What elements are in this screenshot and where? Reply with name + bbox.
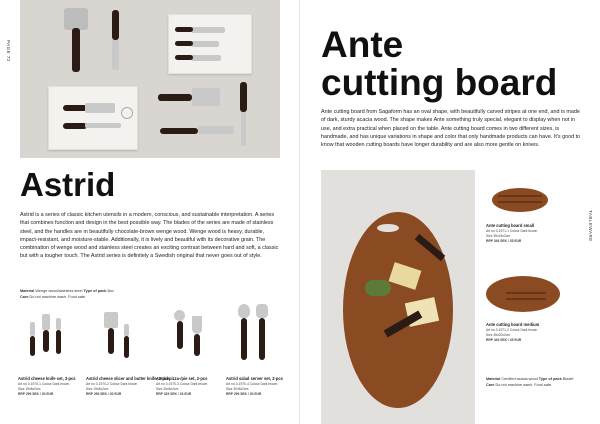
product-title: Ante cutting board small	[486, 223, 534, 228]
knife-handle	[160, 128, 198, 134]
product-title: Astrid pizza-/pie set, 2-pcs	[156, 376, 208, 381]
astrid-description: Astrid is a series of classic kitchen utensils in a modern, conscious, and sustainable interpretation. A series that combines function and design in the best possible way. The blades of the series are made of stainless steel, and the handles are in beautifully chocolate-brown wenge wood. Wenge wood is heavy, durable, impact-resistant, and moisture-stable. Additionally, it is lively and beautiful with its decorative grain. The combination of wenge wood and stainless steel creates an exciting contrast between hard and soft, a classic but with a tougher touch. The Astrid series is definitely a Swedish original that never goes out of style.	[20, 212, 279, 260]
product-detail: Art no 0-1970-3 Colour Dark brown	[156, 382, 208, 386]
page-side-label: TABLEWARE	[588, 210, 593, 242]
product-detail: Size 19x8x2cm	[18, 387, 41, 391]
astrid-product-photo	[20, 0, 280, 158]
ante-title-line1: Ante	[321, 24, 404, 65]
product-price: RRP 299 SEK / 30 EUR	[226, 392, 262, 396]
astrid-material-care: Material Wenge wood/stainless steel Type of pack Box Care Do not machine wash. Food safe.	[20, 289, 115, 299]
ante-title-line2: cutting board	[321, 62, 558, 103]
product-image	[486, 180, 552, 220]
knife-handle	[112, 10, 119, 40]
product-image	[18, 300, 82, 370]
product-image	[86, 300, 150, 370]
product-detail: Size 30x8x2cm	[226, 387, 249, 391]
board-hole	[377, 224, 399, 232]
server-blade	[192, 88, 220, 106]
product-title: Astrid cheese knife set, 3-pcs	[18, 376, 76, 381]
page-side-label: PAGE 72	[6, 40, 11, 62]
product-detail: Size 19x8x2cm	[86, 387, 109, 391]
product-image	[486, 270, 562, 318]
knife-handle	[240, 82, 247, 112]
ante-board-photo	[321, 170, 475, 424]
cheese-slicer	[64, 8, 88, 30]
product-detail: Size 45x20x2cm	[486, 333, 511, 337]
gift-box	[168, 14, 252, 74]
product-detail: Art no 0-1970-2 Colour Dark brown	[86, 382, 138, 386]
product-detail: Art no 0-1971-1 Colour Dark brown	[486, 229, 538, 233]
server-handle	[158, 94, 192, 101]
product-price: RRP 329 SEK / 33 EUR	[156, 392, 192, 396]
product-price: RRP 449 SEK / 45 EUR	[486, 338, 522, 342]
product-price: RRP 299 SEK / 30 EUR	[86, 392, 122, 396]
product-detail: Art no 0-1971-2 Colour Dark brown	[486, 328, 538, 332]
product-detail: Art no 0-1970-1 Colour Dark brown	[18, 382, 70, 386]
product-detail: Art no 0-1970-4 Colour Dark brown	[226, 382, 278, 386]
herbs	[365, 280, 391, 296]
slicer-handle	[72, 28, 80, 72]
ante-material-care: Material Certified acacia wood Type of pack Bindel Care Do not machine wash. Food safe.	[486, 377, 574, 387]
product-title: Astrid cheese slicer and butter knife, 2-pcs	[86, 376, 170, 381]
ante-description: Ante cutting board from Sagaform has an oval shape, with beautifully carved stripes at one end, and is made of dark, sturdy acacia wood. The shape makes Ante something truly special, elegant to display when not in use, and extra practical when placed on the table. Ante cutting board comes in two different sizes, is handmade, and has unique variations in shape and color that only handmade products can have. It's good to know that wooden cutting boards have longer durability and are also more gentle on knives.	[321, 109, 581, 149]
knife-blade	[198, 126, 234, 134]
product-title: Astrid salad server set, 2-pcs	[226, 376, 283, 381]
product-image	[156, 300, 220, 370]
product-title: Ante cutting board medium	[486, 322, 540, 327]
knife-blade	[112, 40, 119, 70]
gift-box	[48, 86, 138, 150]
product-image	[226, 300, 290, 370]
product-detail: Size 35x15x2cm	[486, 234, 511, 238]
astrid-title: Astrid	[20, 166, 116, 203]
product-detail: Size 26x8x2cm	[156, 387, 179, 391]
knife-blade	[241, 112, 246, 146]
product-price: RRP 349 SEK / 35 EUR	[486, 239, 522, 243]
product-price: RRP 299 SEK / 30 EUR	[18, 392, 54, 396]
